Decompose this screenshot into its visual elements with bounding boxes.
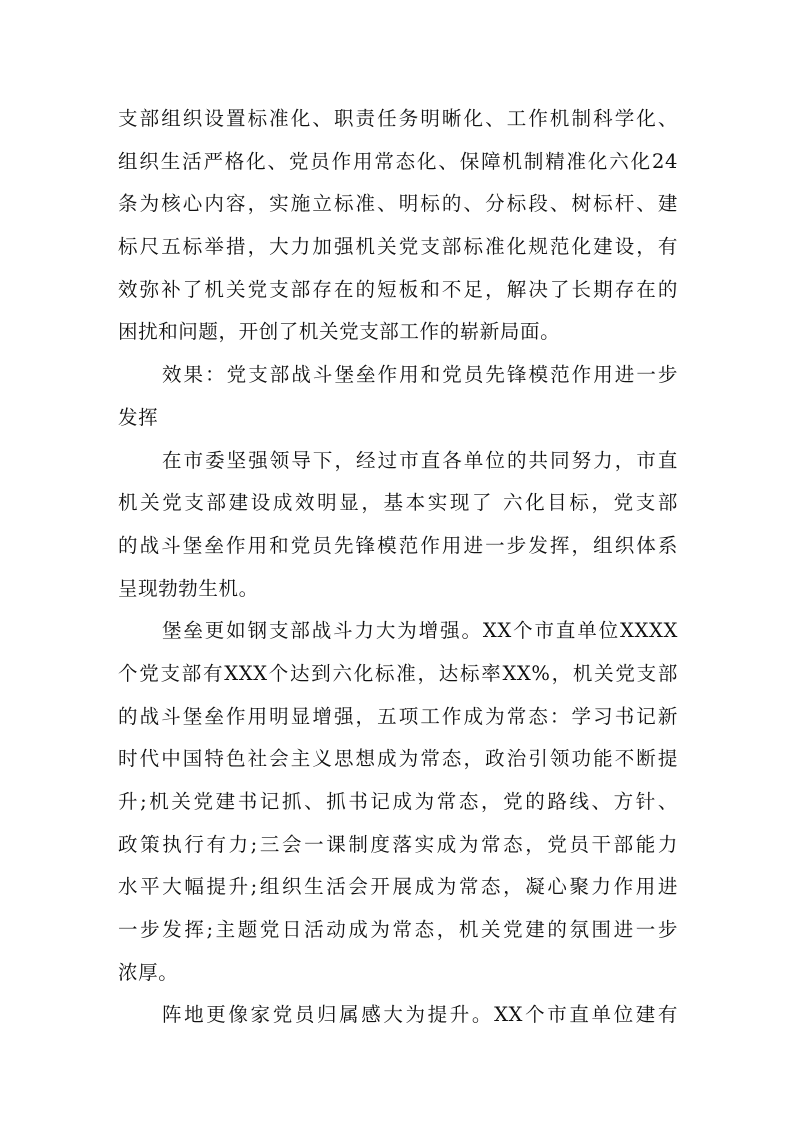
section-heading: 效果：党支部战斗堡垒作用和党员先锋模范作用进一步 (162, 363, 678, 387)
text-line: 时代中国特色社会主义思想成为常态，政治引领功能不断提 (118, 747, 678, 771)
text-line: 组织生活严格化、党员作用常态化、保障机制精准化六化24 (118, 149, 678, 173)
text-line: 机关党支部建设成效明显，基本实现了 六化目标，党支部 (118, 491, 678, 515)
text-line: 的战斗堡垒作用和党员先锋模范作用进一步发挥，组织体系 (118, 533, 678, 557)
text-line: 条为核心内容，实施立标准、明标的、分标段、树标杆、建 (118, 192, 678, 216)
text-line: 水平大幅提升;组织生活会开展成为常态，凝心聚力作用进 (118, 875, 678, 899)
text-line: 支部组织设置标准化、职责任务明晰化、工作机制科学化、 (118, 107, 678, 130)
document-body (118, 98, 678, 1037)
text-line: 的战斗堡垒作用明显增强，五项工作成为常态：学习书记新 (118, 704, 678, 728)
text-line: 标尺五标举措，大力加强机关党支部标准化规范化建设，有 (118, 235, 678, 259)
text-line: 困扰和问题，开创了机关党支部工作的崭新局面。 (118, 320, 561, 344)
text-line: 呈现勃勃生机。 (118, 576, 259, 600)
text-line: 效弥补了机关党支部存在的短板和不足，解决了长期存在的 (118, 277, 678, 301)
paragraph-start: 堡垒更如钢支部战斗力大为增强。XX个市直单位XXXX (162, 619, 678, 643)
text-line: 政策执行有力;三会一课制度落实成为常态，党员干部能力 (118, 832, 678, 856)
text-line: 个党支部有XXX个达到六化标准，达标率XX%，机关党支部 (118, 661, 678, 685)
paragraph-start: 阵地更像家党员归属感大为提升。XX个市直单位建有 (162, 1003, 678, 1027)
section-heading-continued: 发挥 (118, 405, 159, 429)
text-line: 一步发挥;主题党日活动成为常态，机关党建的氛围进一步 (118, 918, 678, 942)
text-line: 浓厚。 (118, 960, 179, 984)
text-line: 升;机关党建书记抓、抓书记成为常态，党的路线、方针、 (118, 790, 678, 813)
paragraph-start: 在市委坚强领导下，经过市直各单位的共同努力，市直 (162, 448, 678, 472)
